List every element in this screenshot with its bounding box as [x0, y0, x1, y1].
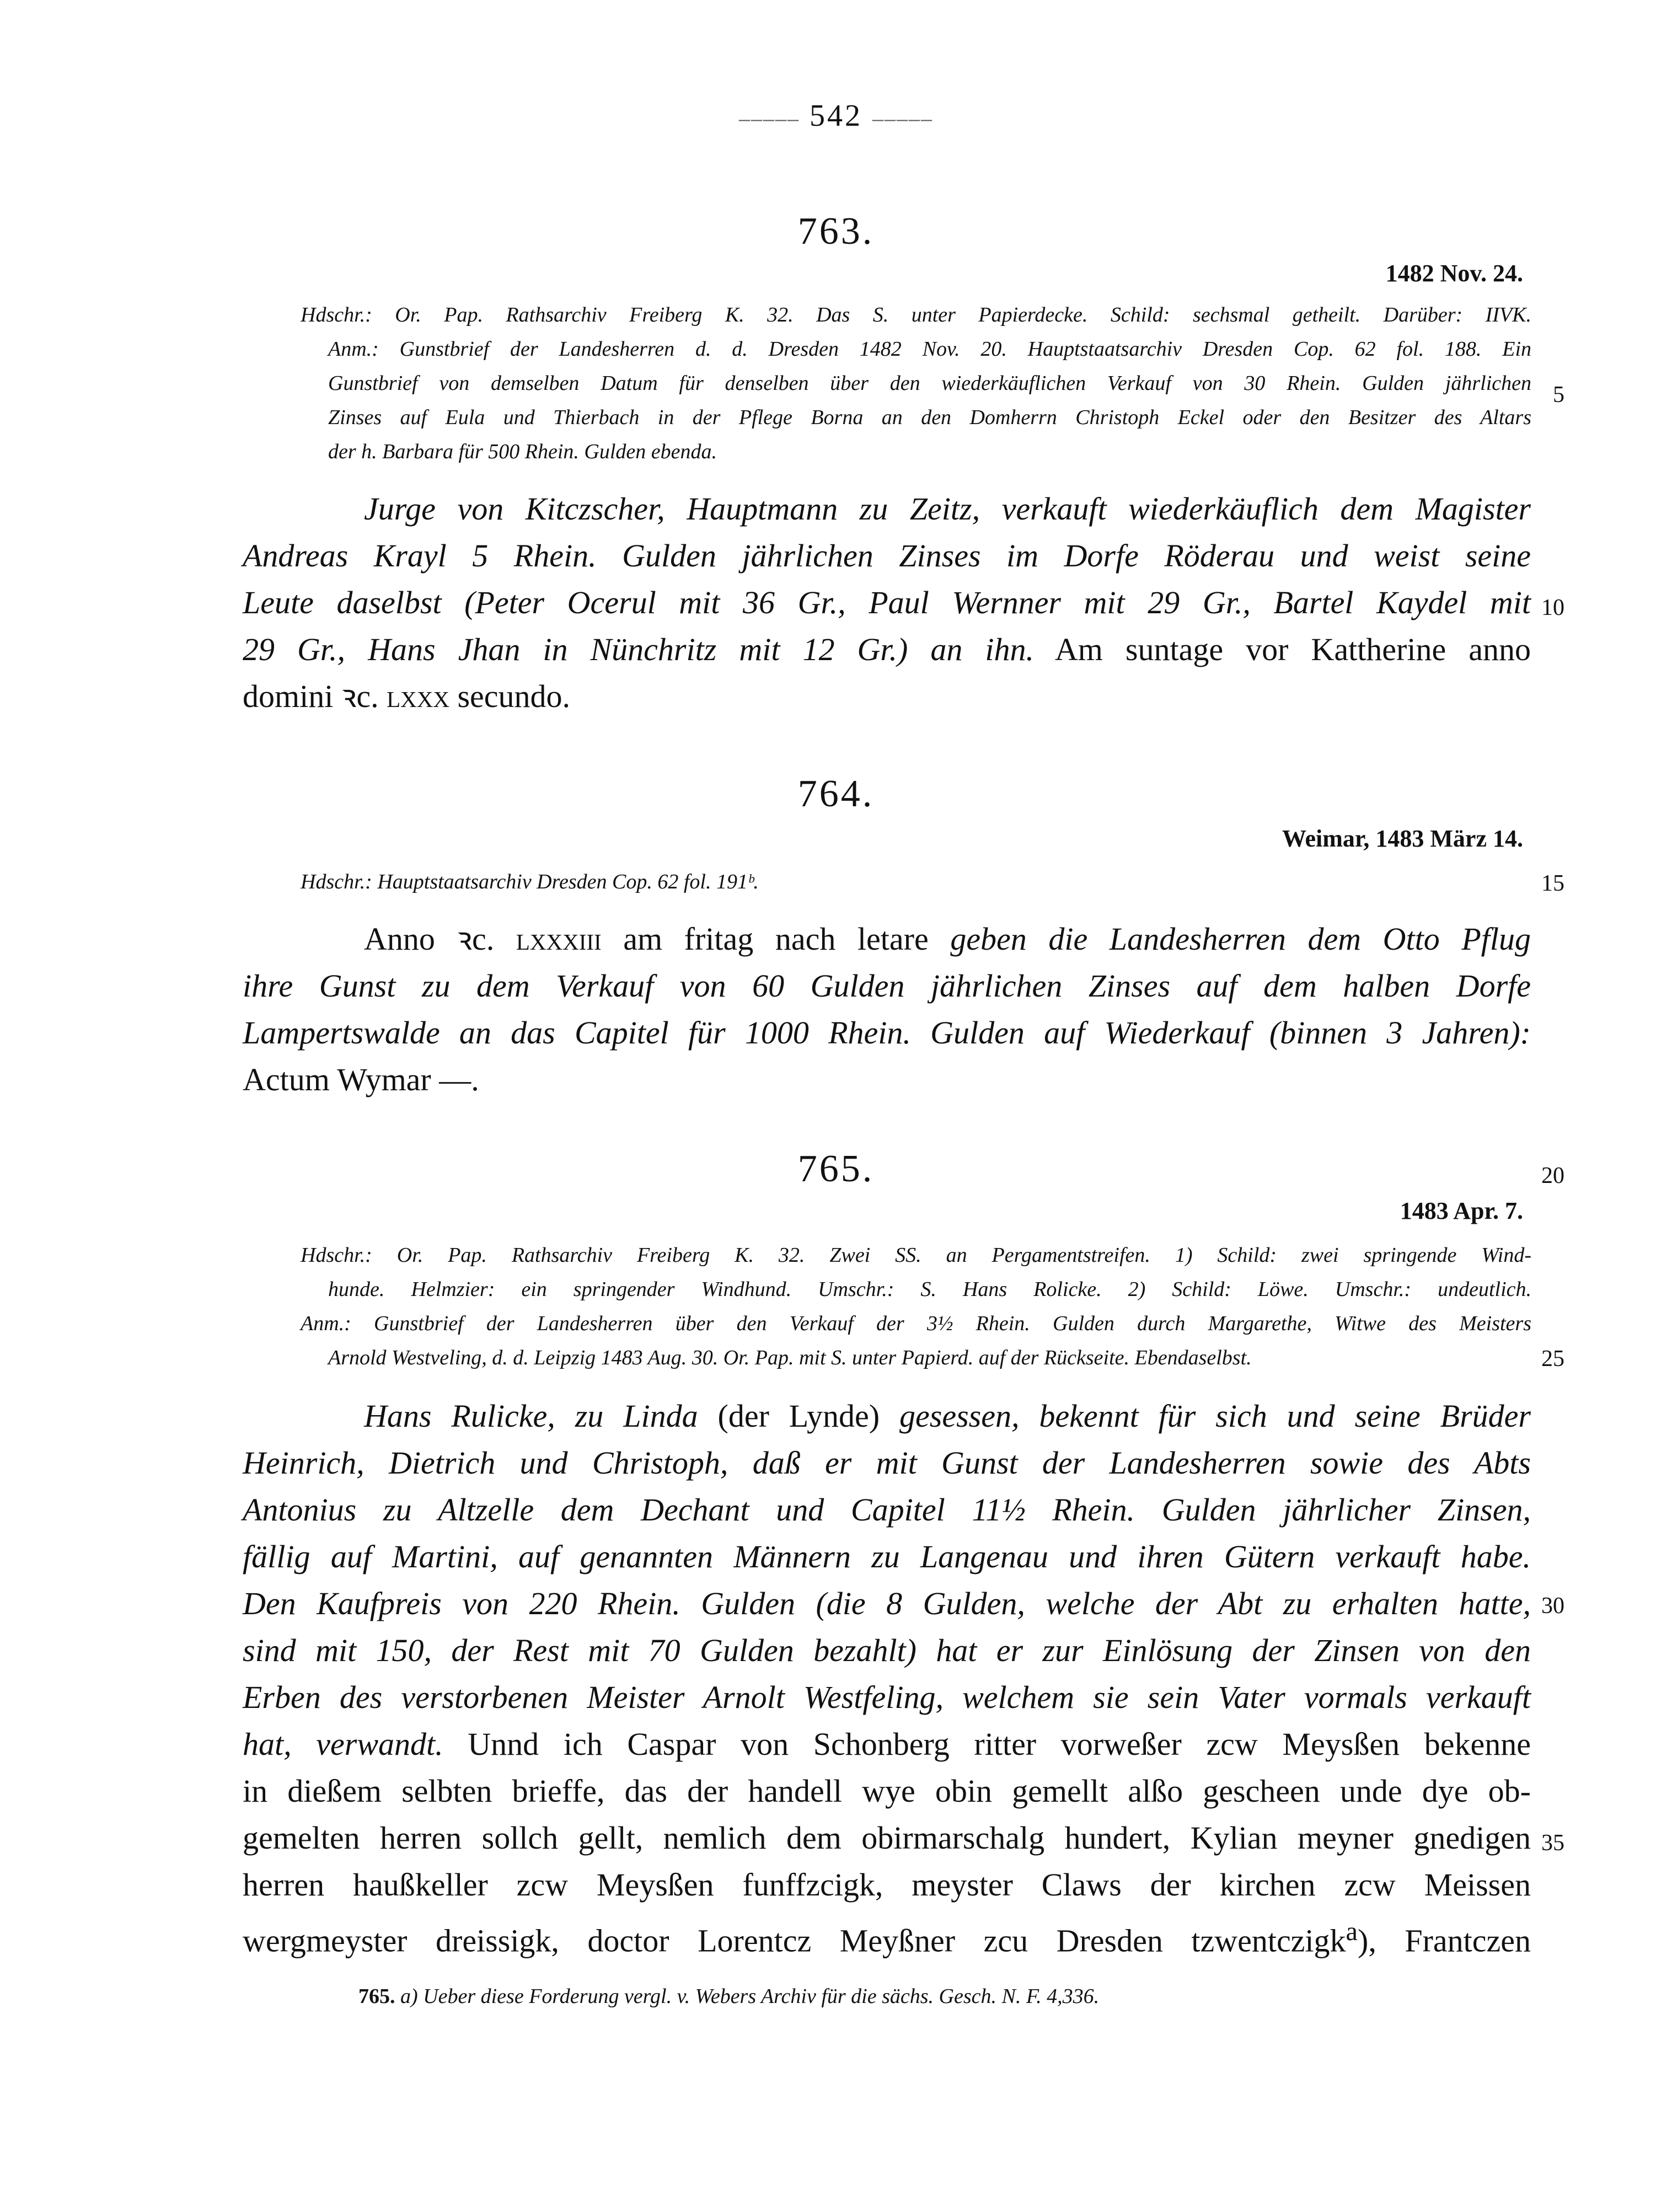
body-line: [243, 626, 1531, 673]
body-text-italic: Hans Rulicke, zu Linda: [364, 1398, 698, 1434]
body-text-italic: 29 Gr., Hans Jhan in Nünchritz mit 12 Gr.) an ihn.: [243, 631, 1035, 667]
body-line: Andreas Krayl 5 Rhein. Gulden jährlichen Zinses im Dorfe Röderau und weist seine: [243, 538, 1531, 574]
footnote-ref: 765.: [358, 1985, 395, 2008]
decorative-dash: –––––: [872, 106, 933, 131]
body-text-italic: gesessen, bekennt für sich und seine Brüder: [899, 1398, 1531, 1434]
margin-line-number: 35: [1541, 1830, 1564, 1856]
decorative-dash: –––––: [739, 106, 800, 131]
body-line: Antonius zu Altzelle dem Dechant und Capitel 11½ Rhein. Gulden jährlicher Zinsen,: [243, 1492, 1531, 1528]
margin-line-number: 10: [1541, 595, 1564, 620]
body-line: ihre Gunst zu dem Verkauf von 60 Gulden jährlichen Zinses auf dem halben Dorfe: [243, 968, 1531, 1004]
body-line: Lampertswalde an das Capitel für 1000 Rhein. Gulden auf Wiederkauf (binnen 3 Jahren):: [243, 1015, 1531, 1051]
body-text-roman: wergmeyster dreissigk, doctor Lorentcz Meyßner zcu Dresden tzwentczigk: [243, 1922, 1346, 1959]
body-line: sind mit 150, der Rest mit 70 Gulden bezahlt) hat er zur Einlösung der Zinsen von den: [243, 1632, 1531, 1668]
body-text-roman: domini: [243, 678, 341, 714]
note-line: Anm.: Gunstbrief der Landesherren d. d. Dresden 1482 Nov. 20. Hauptstaatsarchiv Dresden Cop. 62 fol. 188. Ein: [328, 338, 1531, 361]
entry-body: [243, 915, 1531, 1103]
note-line: Zinses auf Eula und Thierbach in der Pflege Borna an den Domherrn Christoph Eckel oder den Besitzer des Altars: [328, 406, 1531, 429]
body-text-italic: hat, verwandt.: [243, 1726, 443, 1762]
entry-number: 764.: [797, 773, 875, 815]
note-line: Arnold Westveling, d. d. Leipzig 1483 Aug. 30. Or. Pap. mit S. unter Papierd. auf der Rückseite. Ebendaselbst.: [328, 1346, 1252, 1369]
body-text-roman: Unnd ich Caspar von Schonberg ritter vorweßer zcw Meysßen bekenne: [443, 1726, 1531, 1762]
note-line: Hdschr.: Hauptstaatsarchiv Dresden Cop. 62 fol. 191ᵇ.: [301, 870, 759, 893]
body-line: Leute daselbst (Peter Ocerul mit 36 Gr., Paul Wernner mit 29 Gr., Bartel Kaydel mit: [243, 585, 1531, 620]
entry-body: [243, 1392, 1531, 1964]
body-line: gemelten herren sollch gellt, nemlich dem obirmarschalg hundert, Kylian meyner gnedigen: [243, 1820, 1531, 1856]
body-line: Actum Wymar —.: [243, 1062, 479, 1097]
margin-line-number: 25: [1541, 1346, 1564, 1372]
body-line: in dießem selbten brieffe, das der handell wye obin gemellt alßo gescheen unde dye ob-: [243, 1773, 1531, 1809]
roman-numeral: lxxxiii: [494, 921, 602, 957]
entry-date: 1483 Apr. 7.: [1400, 1197, 1523, 1224]
note-line: Gunstbrief von demselben Datum für denselben über den wiederkäuflichen Verkauf von 30 Rhein. Gulden jährlichen: [328, 372, 1531, 395]
entry-date: Weimar, 1483 März 14.: [1282, 825, 1523, 852]
body-line: Heinrich, Dietrich und Christoph, daß er mit Gunst der Landesherren sowie des Abts: [243, 1445, 1531, 1481]
etc-abbreviation: ꝛc.: [457, 921, 495, 957]
body-text-roman: Am suntage vor Kattherine anno: [1054, 631, 1531, 667]
body-line: [243, 915, 1531, 962]
source-note: [301, 298, 1531, 469]
body-text-roman: secundo.: [449, 678, 571, 714]
footnote-marker: a: [1346, 1917, 1358, 1946]
note-line: hunde. Helmzier: ein springender Windhund. Umschr.: S. Hans Rolicke. 2) Schild: Löwe. Umschr.: undeutlich.: [328, 1278, 1531, 1301]
footnote: [358, 1984, 1533, 2009]
body-line: Jurge von Kitczscher, Hauptmann zu Zeitz, verkauft wiederkäuflich dem Magister: [364, 491, 1531, 527]
note-line: Anm.: Gunstbrief der Landesherren über den Verkauf der 3½ Rhein. Gulden durch Margarethe, Witwe des Meisters: [301, 1312, 1531, 1335]
body-text-roman: Anno: [364, 921, 457, 957]
page-number-line: [0, 98, 1672, 133]
body-line: [243, 1908, 1531, 1964]
note-line: Hdschr.: Or. Pap. Rathsarchiv Freiberg K. 32. Das S. unter Papierdecke. Schild: sechsmal getheilt. Darüber: IIVK.: [301, 303, 1531, 326]
body-text-italic: geben die Landesherren dem Otto Pflug: [950, 921, 1531, 957]
body-line: Den Kaufpreis von 220 Rhein. Gulden (die 8 Gulden, welche der Abt zu erhalten hatte,: [243, 1586, 1531, 1621]
roman-numeral: lxxx: [378, 678, 449, 714]
body-line: Erben des verstorbenen Meister Arnolt Westfeling, welchem sie sein Vater vormals verkauft: [243, 1679, 1531, 1715]
margin-line-number: 30: [1541, 1593, 1564, 1619]
margin-line-number: 20: [1541, 1163, 1564, 1188]
body-line: [243, 1392, 1531, 1439]
entry-number: 763.: [797, 210, 875, 253]
page-number: 542: [810, 99, 862, 133]
source-note: [301, 865, 1531, 899]
body-line: fällig auf Martini, auf genannten Männern zu Langenau und ihren Gütern verkauft habe.: [243, 1539, 1531, 1574]
body-text-roman: am fritag nach letare: [601, 921, 951, 957]
body-line: [243, 1721, 1531, 1768]
etc-abbreviation: ꝛc.: [341, 678, 379, 714]
footnote-text: a) Ueber diese Forderung vergl. v. Webers Archiv für die sächs. Gesch. N. F. 4,336.: [395, 1985, 1100, 2008]
entry-number: 765.: [797, 1148, 875, 1190]
body-line: [243, 673, 1531, 720]
entry-date: 1482 Nov. 24.: [1385, 260, 1523, 287]
note-line: Hdschr.: Or. Pap. Rathsarchiv Freiberg K. 32. Zwei SS. an Pergamentstreifen. 1) Schild: zwei springende Wind-: [301, 1244, 1531, 1267]
body-text-roman: (der Lynde): [698, 1398, 900, 1434]
body-text-roman: ), Frantczen: [1358, 1922, 1531, 1959]
entry-body: [243, 485, 1531, 720]
margin-line-number: 5: [1553, 382, 1564, 408]
margin-line-number: 15: [1541, 871, 1564, 896]
source-note: [301, 1238, 1531, 1375]
body-line: herren haußkeller zcw Meysßen funffzcigk, meyster Claws der kirchen zcw Meissen: [243, 1867, 1531, 1903]
note-line: der h. Barbara für 500 Rhein. Gulden ebenda.: [328, 440, 717, 463]
